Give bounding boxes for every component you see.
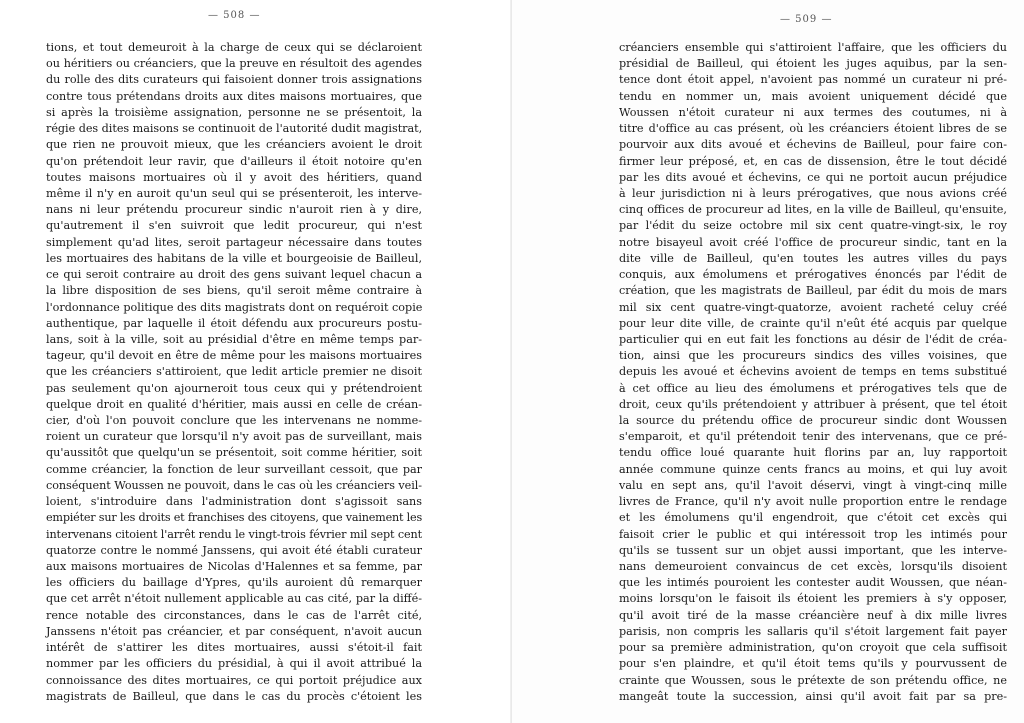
text-line: pourvoir aux dits avoué et échevins de Bailleul, pour faire con- — [619, 138, 1007, 152]
text-line: loient, s'introduire dans l'administration dont s'agissoit sans — [46, 495, 422, 509]
text-line: qu'il avoit tiré de la masse créancière neuf à dix mille livres — [619, 608, 1007, 622]
text-line: intérêt de s'attirer les dites mortuaires, aussi s'étoit-il fait — [46, 641, 422, 655]
text-line: tageur, qu'il devoit en être de même pour les maisons mortuaires — [46, 349, 422, 363]
text-line: et les émolumens qu'il engendroit, que c'étoit cet excès qui — [619, 511, 1007, 525]
text-line: quatorze contre le nommé Janssens, qui avoit été établi curateur — [46, 543, 422, 557]
text-line: aux maisons mortuaires de Nicolas d'Halennes et sa femme, par — [46, 560, 422, 573]
text-line: par les dits avoué et échevins, ce qui ne portoit aucun préjudice — [619, 170, 1007, 184]
text-line: intervenans citoient l'arrêt rendu le vingt-trois février mil sept cent — [46, 527, 422, 541]
text-line: ou héritiers ou créanciers, que la preuve en résultoit des agendes — [46, 57, 422, 71]
text-line: livres de France, qu'il n'y avoit nulle proportion entre le rendage — [619, 495, 1007, 509]
text-line: présidial de Bailleul, qui étoient les juges aquibus, par la sen- — [619, 57, 1007, 71]
text-line: particulier qui en eut fait les fonctions au désir de l'édit de créa- — [619, 332, 1007, 346]
text-line: contre tous prétendans droits aux dites maisons mortuaires, que — [46, 89, 422, 103]
text-line: conséquent Woussen ne pouvoit, dans le cas où les créanciers veil- — [46, 478, 422, 492]
text-line: simplement qu'ad lites, seroit partageur nécessaire dans toutes — [46, 235, 422, 249]
text-line: la libre disposition de ses biens, qu'il seroit même contraire à — [46, 284, 422, 298]
text-line: régie des dites maisons se continuoit de l'autorité dudit magistrat, — [46, 122, 423, 136]
text-line: tion, ainsi que les procureurs sindics des villes voisines, que — [619, 349, 1007, 363]
text-line: faisoit crier le public et qui intéressoit trop les intimés pour — [619, 527, 1007, 541]
text-line: tendu en nommer un, mais avoient uniquement décidé que — [619, 89, 1007, 103]
text-line: Woussen n'étoit curateur ni aux termes des coutumes, ni à — [619, 105, 1007, 119]
text-line: qu'on prétendoit leur ravir, que d'ailleurs il étoit notoire qu'en — [46, 154, 422, 168]
text-line: que rien ne prouvoit mieux, que les créanciers avoient le droit — [46, 138, 422, 152]
text-line: mangeât toute la succession, ainsi qu'il avoit fait par sa pre- — [619, 689, 1007, 703]
right-page — [512, 0, 1024, 723]
text-line: la source du prétendu office de procureur sindic dont Woussen — [619, 414, 1007, 428]
text-line: par l'édit du seize octobre mil six cent quatre-vingt-six, le roy — [619, 219, 1007, 233]
text-line: conquis, aux émolumens et prérogatives énoncés par l'édit de — [619, 268, 1007, 282]
text-line: valu en sept ans, qu'il l'avoit déservi, vingt à vingt-cinq mille — [619, 478, 1007, 492]
text-line: à leur jurisdiction ni à leurs prérogatives, que nous avions créé — [619, 186, 1007, 200]
text-line: nans ni leur prétendu procureur sindic n'auroit rien à y dire, — [46, 203, 422, 217]
text-line: s'emparoit, et qu'il prétendoit tenir des intervenans, que ce pré- — [619, 430, 1007, 444]
text-line: année commune quinze cents francs au moins, et qui luy avoit — [619, 462, 1007, 476]
left-page-text — [46, 40, 422, 705]
text-line: que les intimés pouroient les contester audit Woussen, que néan- — [619, 576, 1007, 590]
text-line: qu'ils se tussent sur un objet aussi important, que les interve- — [619, 543, 1007, 557]
right-page-number: — 509 — — [780, 14, 833, 25]
text-line: tendu office loué quarante huit florins par an, luy rapportoit — [619, 446, 1007, 460]
text-line: empiéter sur les droits et franchises des citoyens, que vainement les — [46, 511, 422, 525]
text-line: cinq offices de procureur ad lites, en la ville de Bailleul, qu'ensuite, — [619, 203, 1007, 217]
text-line: parisis, non compris les sallaris qu'il s'étoit largement fait payer — [619, 624, 1007, 638]
text-line: pour s'en plaindre, et qu'il étoit tems qu'ils y pourvussent de — [619, 657, 1007, 671]
text-line: comme créancier, la fonction de leur surveillant cessoit, que par — [46, 462, 422, 476]
text-line: notre bisayeul avoit créé l'office de procureur sindic, tant en la — [619, 235, 1007, 249]
text-line: moins lorsqu'on le faisoit ils étoient les premiers à s'y opposer, — [619, 592, 1007, 606]
text-line: nans demeuroient convaincus de cet excès, lorsqu'ils disoient — [619, 560, 1007, 573]
text-line: quelque droit en qualité d'héritier, mais aussi en celle de créan- — [46, 397, 422, 411]
text-line: qu'autrement il s'en suivroit que ledit procureur, qui n'est — [46, 219, 422, 233]
text-line: depuis les avoué et échevins avoient de temps en tems substitué — [619, 365, 1007, 379]
text-line: Janssens n'étoit pas créancier, et par conséquent, n'avoit aucun — [46, 624, 422, 638]
text-line: dite ville de Bailleul, qu'en toutes les autres villes du pays — [619, 251, 1007, 265]
text-line: connoissance des dites mortuaires, ce qui portoit préjudice aux — [46, 673, 422, 687]
text-line: si après la troisième assignation, personne ne se présentoit, la — [46, 105, 422, 119]
text-line: à cet office au lieu des émolumens et prérogatives tels que de — [619, 381, 1007, 395]
right-page-text — [619, 40, 1007, 705]
text-line: rence notable des circonstances, dans le cas de l'arrêt cité, — [46, 608, 422, 622]
text-line: même il n'y en auroit qu'un seul qui se présenteroit, les interve- — [46, 186, 422, 200]
text-line: du rolle des dits curateurs qui faisoient donner trois assignations — [46, 73, 422, 87]
text-line: créanciers ensemble qui s'attiroient l'affaire, que les officiers du — [619, 41, 1007, 54]
text-line: l'ordonnance politique des dits magistrats dont on requéroit copie — [46, 300, 423, 314]
text-line: cier, d'où l'on pouvoit conclure que les intervenans ne nomme- — [46, 414, 422, 428]
text-line: tions, et tout demeuroit à la charge de ceux qui se déclaroient — [46, 41, 422, 54]
left-page-number: — 508 — — [208, 10, 261, 21]
text-line: toutes maisons mortuaires où il y avoit des héritiers, quand — [46, 170, 422, 184]
text-line: qu'aussitôt que quelqu'un se présentoit, soit comme héritier, soit — [46, 446, 422, 460]
text-line: titre d'office au cas présent, où les créanciers étoient libres de se — [619, 122, 1007, 136]
text-line: ce qui seroit contraire au droit des gens suivant lequel chacun a — [46, 268, 422, 282]
text-line: crainte que Woussen, sous le prétexte de son prétendu office, ne — [619, 673, 1007, 687]
text-line: pas seulement qu'on ajourneroit tous ceux qui y prétendroient — [46, 381, 422, 395]
text-line: pour sa première administration, qu'on croyoit que cela suffisoit — [619, 641, 1007, 655]
text-line: droit, ceux qu'ils prétendoient y attribuer à présent, que tel étoit — [619, 397, 1007, 411]
text-line: authentique, par laquelle il étoit défendu aux procureurs postu- — [46, 316, 422, 330]
text-line: roient un curateur que lorsqu'il n'y avoit pas de surveillant, mais — [46, 430, 422, 444]
text-line: magistrats de Bailleul, que dans le cas du procès c'étoient les — [46, 689, 422, 703]
text-line: nommer par les officiers du présidial, à qui il avoit attribué la — [46, 657, 422, 671]
text-line: pour leur dite ville, de crainte qu'il n'eût été acquis par quelque — [619, 316, 1007, 330]
text-line: que cet arrêt n'étoit nullement applicable au cas cité, par la diffé- — [46, 592, 422, 606]
text-line: firmer leur préposé, et, en cas de dissension, être le tout décidé — [619, 154, 1007, 168]
text-line: les officiers du baillage d'Ypres, qu'ils auroient dû remarquer — [46, 576, 422, 590]
text-line: tence dont étoit appel, n'avoient pas nommé un curateur ni pré- — [619, 73, 1007, 87]
text-line: les mortuaires des habitans de la ville et bourgeoisie de Bailleul, — [46, 251, 422, 265]
text-line: lans, soit à la ville, soit au présidial d'être en même temps par- — [46, 332, 422, 346]
text-line: que les créanciers s'attiroient, que ledit article premier ne disoit — [46, 365, 422, 379]
text-line: création, que les magistrats de Bailleul, par édit du mois de mars — [619, 284, 1007, 298]
text-line: mil six cent quatre-vingt-quatorze, avoient racheté celuy créé — [619, 300, 1007, 314]
